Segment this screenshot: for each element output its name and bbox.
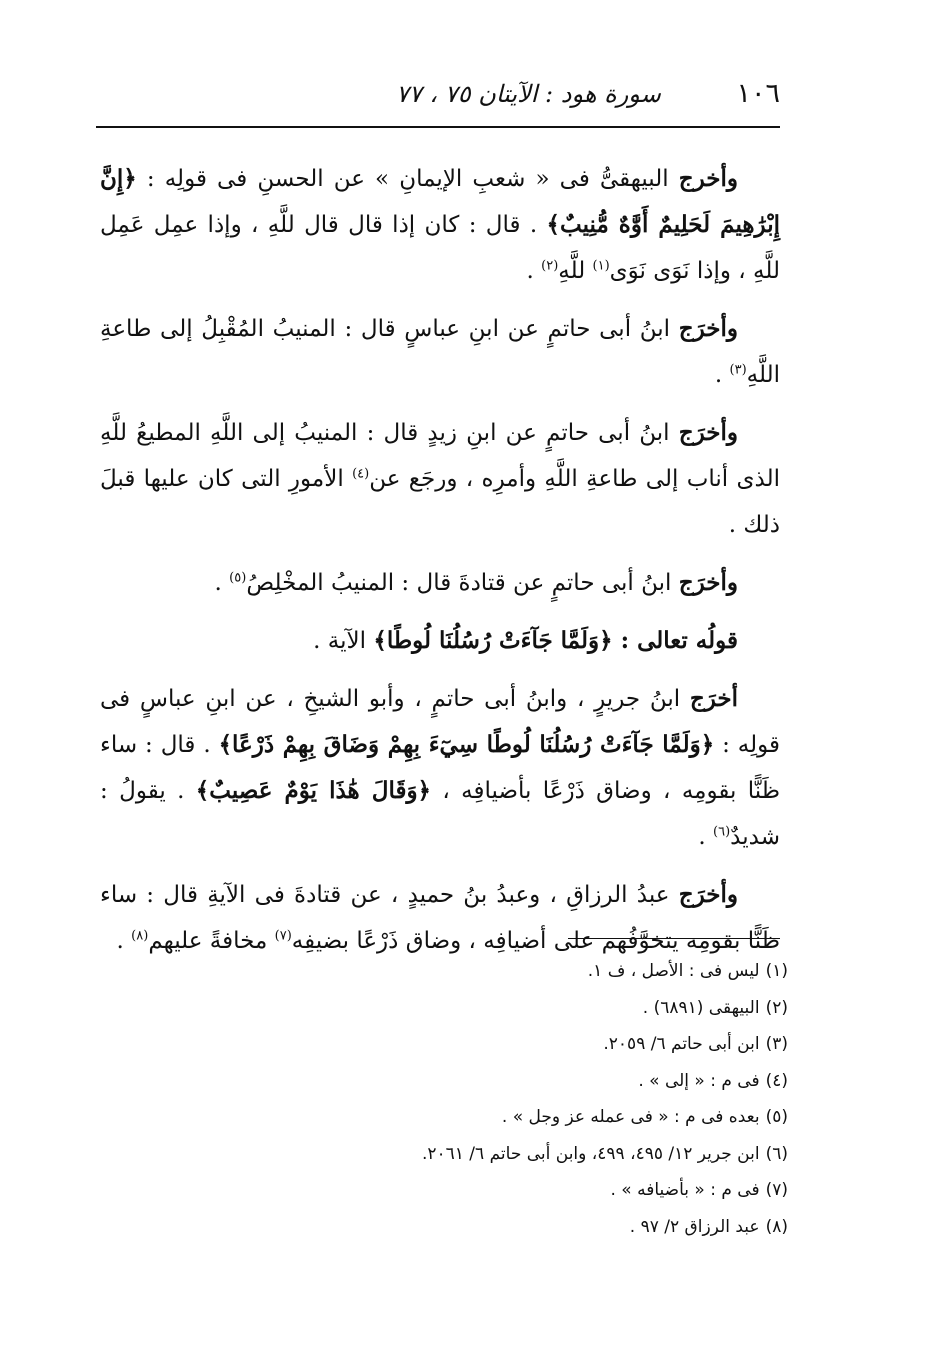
paragraph-text: . — [116, 928, 132, 954]
quran-verse: ﴿إِنَّ إِبْرَٰهِيمَ لَحَلِيمٌ أَوَّٰهٌ مُّنِيبٌ﴾ — [100, 165, 781, 238]
quran-verse: ﴿وَلَمَّا جَآءَتْ رُسُلُنَا لُوطًا﴾ — [373, 627, 621, 654]
footnote-number: (٨) — [765, 1216, 788, 1237]
running-header — [96, 78, 780, 122]
paragraph-1 — [100, 156, 780, 294]
paragraph-5 — [100, 676, 780, 860]
footnote-item — [300, 1139, 788, 1176]
paragraph-6 — [100, 872, 780, 964]
main-text — [100, 156, 780, 964]
footnote-text: ابن أبى حاتم ٦/ ٢٠٥٩. — [603, 1034, 760, 1054]
paragraph-lead: وأخرَج — [678, 881, 738, 908]
paragraph-lead: وأخرَج — [678, 315, 738, 342]
paragraph-text: . قال : كان إذا قال قال للَّهِ ، وإذا عمِل عَمِل للَّهِ ، وإذا نَوَى نَوَى — [100, 212, 780, 284]
footnote-item — [300, 1066, 788, 1103]
footnote-item — [300, 1212, 788, 1249]
footnote-text: البيهقى (٦٨٩١) . — [642, 997, 760, 1018]
paragraph-text: للَّهِ — [558, 258, 593, 284]
footnote-text: فى م : « إلى » . — [638, 1070, 760, 1091]
footnote-ref[interactable]: (١) — [592, 258, 610, 274]
footnote-ref[interactable]: (٨) — [131, 928, 149, 944]
footnote-number: (٥) — [765, 1107, 788, 1127]
footnote-item — [300, 1175, 788, 1212]
paragraph-4 — [100, 560, 780, 606]
footnote-text: فى م : « بأضيافه » . — [610, 1180, 760, 1200]
footnote-number: (٧) — [765, 1180, 788, 1200]
footnote-number: (٤) — [765, 1070, 788, 1091]
paragraph-text: ابنُ أبى حاتمٍ عن ابنِ زيدٍ قال : المنيبُ إلى اللَّهِ المطيعُ للَّهِ الذى أناب إلى طاعةِ اللَّهِ وأمرِه ، ورجَع عن — [100, 420, 780, 492]
paragraph-text: البيهقىُّ فى « شعبِ الإيمانِ » عن الحسنِ فى قولِه : — [136, 166, 679, 192]
paragraph-text: ابنُ جريرٍ ، وابنُ أبى حاتمٍ ، وأبو الشيخِ ، عن ابنِ عباسٍ فى قولِه : — [100, 686, 780, 758]
footnote-number: (٢) — [765, 997, 788, 1018]
footnote-text: بعده فى م : « فى عمله عز وجل » . — [501, 1107, 760, 1127]
footnote-item — [300, 1029, 788, 1066]
footnote-text: ليس فى : الأصل ، ف ١. — [587, 961, 760, 981]
footnote-item — [300, 1102, 788, 1139]
footnote-ref[interactable]: (٢) — [541, 258, 559, 274]
paragraph-lead: أخرَج — [689, 685, 738, 712]
footnote-number: (٣) — [765, 1034, 788, 1054]
page-number: ١٠٦ — [736, 78, 780, 109]
paragraph-text: مخافةً عليهم — [148, 928, 275, 954]
paragraph-text: ابنُ أبى حاتمٍ عن ابنِ عباسٍ قال : المنيبُ المُقْبِلُ إلى طاعةِ اللَّهِ — [100, 316, 780, 388]
footnote-ref[interactable]: (٤) — [352, 466, 370, 482]
footnote-number: (١) — [765, 961, 788, 981]
paragraph-lead: وأخرَج — [678, 569, 738, 596]
footnote-rule — [568, 938, 780, 939]
footnote-text: ابن جرير ١٢/ ٤٩٥، ٤٩٩، وابن أبى حاتم ٦/ ٢٠٦١. — [421, 1143, 760, 1164]
quran-verse: ﴿وَلَمَّا جَآءَتْ رُسُلُنَا لُوطًا سِيٓءَ بِهِمْ وَضَاقَ بِهِمْ ذَرْعًا﴾ — [218, 731, 715, 758]
footnote-number: (٦) — [765, 1143, 788, 1164]
footnotes — [300, 956, 788, 1248]
paragraph-text: . يقولُ : شديدٌ — [100, 778, 780, 850]
paragraph-text: . — [714, 362, 730, 388]
heading-label: قولُه تعالى : — [620, 627, 738, 654]
footnote-item — [300, 993, 788, 1030]
footnote-item — [300, 956, 788, 993]
running-title: سورة هود : الآيتان ٧٥ ، ٧٧ — [396, 80, 661, 108]
paragraph-text: ابنُ أبى حاتمٍ عن قتادةَ قال : المنيبُ المخْلِصُ — [246, 570, 679, 596]
paragraph-lead: وأخرَج — [678, 419, 738, 446]
footnote-ref[interactable]: (٦) — [713, 824, 731, 840]
paragraph-lead: وأخرج — [678, 165, 738, 192]
footnote-ref[interactable]: (٣) — [729, 362, 747, 378]
paragraph-text: . — [698, 824, 714, 850]
footnote-ref[interactable]: (٥) — [229, 570, 247, 586]
quran-verse: ﴿وَقَالَ هَٰذَا يَوْمٌ عَصِيبٌ﴾ — [195, 777, 432, 804]
header-rule — [96, 126, 780, 128]
footnote-ref[interactable]: (٧) — [274, 928, 292, 944]
paragraph-text: . — [214, 570, 230, 596]
paragraph-3 — [100, 410, 780, 548]
footnote-text: عبد الرزاق ٢/ ٩٧ . — [629, 1216, 760, 1237]
paragraph-text: الأمورِ التى كان عليها قبلَ ذلك . — [100, 466, 780, 538]
paragraph-text: . — [526, 258, 542, 284]
paragraph-text: . قال : ساء ظَنًّا بقومِه ، وضاق ذَرْعًا بأضيافِه ، — [100, 732, 780, 804]
section-heading — [100, 618, 780, 664]
paragraph-text: عبدُ الرزاقِ ، وعبدُ بنُ حميدٍ ، عن قتادةَ فى الآيةِ قال : ساء ظَنًّا بقومِه يتخوَّفُهم على أضيافِه ، وضاق ذَرْعًا بضيفِه — [100, 882, 780, 954]
paragraph-2 — [100, 306, 780, 398]
paragraph-text: الآية . — [313, 628, 374, 654]
